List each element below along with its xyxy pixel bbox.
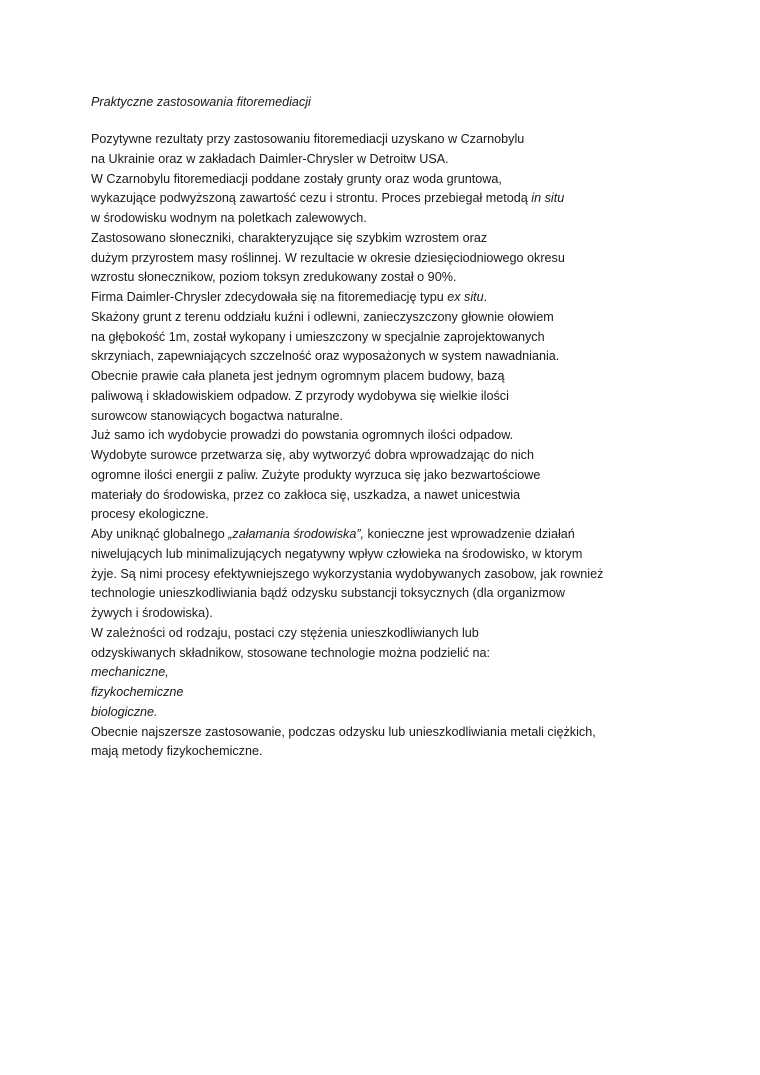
italic-text: „załamania środowiska”, — [228, 527, 365, 541]
text-segment: mają metody fizykochemiczne. — [91, 744, 263, 759]
text-line — [91, 308, 731, 328]
text-line — [91, 407, 731, 427]
text-line — [91, 189, 731, 209]
text-line — [91, 545, 731, 565]
text-segment: Firma Daimler-Chrysler zdecydowała się na fitoremediację typu — [91, 290, 448, 304]
text-segment: żywych i środowiska). — [91, 606, 213, 620]
text-segment: żyje. Są nimi procesy efektywniejszego wykorzystania wydobywanych zasobow, jak rownież — [91, 566, 604, 581]
text-segment: skrzyniach, zapewniających szczelność oraz wyposażonych w system nawadniania. — [91, 349, 560, 364]
document-body — [91, 130, 731, 762]
text-segment: odzyskiwanych składnikow, stosowane technologie można podzielić na: — [91, 645, 491, 660]
italic-text: fizykochemiczne — [91, 685, 184, 699]
text-segment: Obecnie najszersze zastosowanie, podczas odzysku lub unieszkodliwiania metali ciężkich, — [91, 724, 596, 739]
text-segment: surowcow stanowiących bogactwa naturalne. — [91, 408, 344, 423]
text-line — [91, 683, 731, 703]
document-title: Praktyczne zastosowania fitoremediacji — [91, 95, 311, 109]
text-line — [91, 742, 731, 762]
text-segment: procesy ekologiczne. — [91, 507, 209, 522]
text-segment: Pozytywne rezultaty przy zastosowaniu fitoremediacji uzyskano w Czarnobylu — [91, 132, 525, 146]
text-segment: materiały do środowiska, przez co zakłoca się, uszkadza, a nawet unicestwia — [91, 487, 521, 502]
text-segment: Obecnie prawie cała planeta jest jednym ogromnym placem budowy, bazą — [91, 369, 505, 383]
text-line — [91, 387, 731, 407]
text-line — [91, 505, 731, 525]
text-segment: Już samo ich wydobycie prowadzi do powstania ogromnych ilości odpadow. — [91, 428, 514, 443]
text-line — [91, 644, 731, 664]
text-line — [91, 584, 731, 604]
text-segment: konieczne jest wprowadzenie działań — [364, 527, 575, 541]
text-line — [91, 703, 731, 723]
text-line — [91, 130, 731, 150]
text-segment: ogromne ilości energii z paliw. Zużyte produkty wyrzuca się jako bezwartościowe — [91, 467, 541, 482]
text-line — [91, 486, 731, 506]
text-segment: technologie unieszkodliwiania bądź odzysku substancji toksycznych (dla organizmow — [91, 586, 565, 601]
italic-text: in situ — [531, 191, 565, 206]
text-segment: niwelujących lub minimalizujących negatywny wpływ człowieka na środowisko, w ktorym — [91, 546, 583, 561]
text-line — [91, 525, 731, 545]
text-segment: na głębokość 1m, został wykopany i umieszczony w specjalnie zaprojektowanych — [91, 329, 545, 344]
text-line — [91, 446, 731, 466]
text-segment: Skażony grunt z terenu oddziału kuźni i odlewni, zanieczyszczony głownie ołowiem — [91, 309, 554, 324]
text-line — [91, 565, 731, 585]
text-line — [91, 170, 731, 190]
text-segment: na Ukrainie oraz w zakładach Daimler-Chrysler w Detroitw USA. — [91, 151, 449, 166]
text-line — [91, 723, 731, 743]
text-line — [91, 150, 731, 170]
text-segment: W Czarnobylu fitoremediacji poddane zostały grunty oraz woda gruntowa, — [91, 171, 502, 186]
text-segment: . — [483, 290, 488, 304]
text-line — [91, 426, 731, 446]
text-line — [91, 268, 731, 288]
italic-text: mechaniczne, — [91, 665, 169, 680]
text-line — [91, 209, 731, 229]
text-segment: wykazujące podwyższoną zawartość cezu i strontu. Proces przebiegał metodą — [91, 191, 532, 206]
text-segment: Wydobyte surowce przetwarza się, aby wytworzyć dobra wprowadzając do nich — [91, 448, 534, 462]
text-segment: Zastosowano słoneczniki, charakteryzujące się szybkim wzrostem oraz — [91, 230, 488, 245]
text-line — [91, 347, 731, 367]
text-segment: Aby uniknąć globalnego — [91, 527, 229, 541]
text-line — [91, 466, 731, 486]
italic-text: ex situ — [447, 290, 484, 304]
text-segment: dużym przyrostem masy roślinnej. W rezultacie w okresie dziesięciodniowego okresu — [91, 250, 565, 265]
text-segment: wzrostu słonecznikow, poziom toksyn zredukowany został o 90%. — [91, 270, 457, 285]
text-line — [91, 367, 731, 387]
text-segment: W zależności od rodzaju, postaci czy stężenia unieszkodliwianych lub — [91, 625, 479, 640]
text-line — [91, 624, 731, 644]
text-line — [91, 249, 731, 269]
text-line — [91, 328, 731, 348]
text-line — [91, 663, 731, 683]
text-line — [91, 229, 731, 249]
text-segment: paliwową i składowiskiem odpadow. Z przyrody wydobywa się wielkie ilości — [91, 388, 509, 403]
text-line — [91, 288, 731, 308]
italic-text: biologiczne. — [91, 704, 158, 719]
text-segment: w środowisku wodnym na poletkach zalewowych. — [91, 211, 367, 225]
text-line — [91, 604, 731, 624]
